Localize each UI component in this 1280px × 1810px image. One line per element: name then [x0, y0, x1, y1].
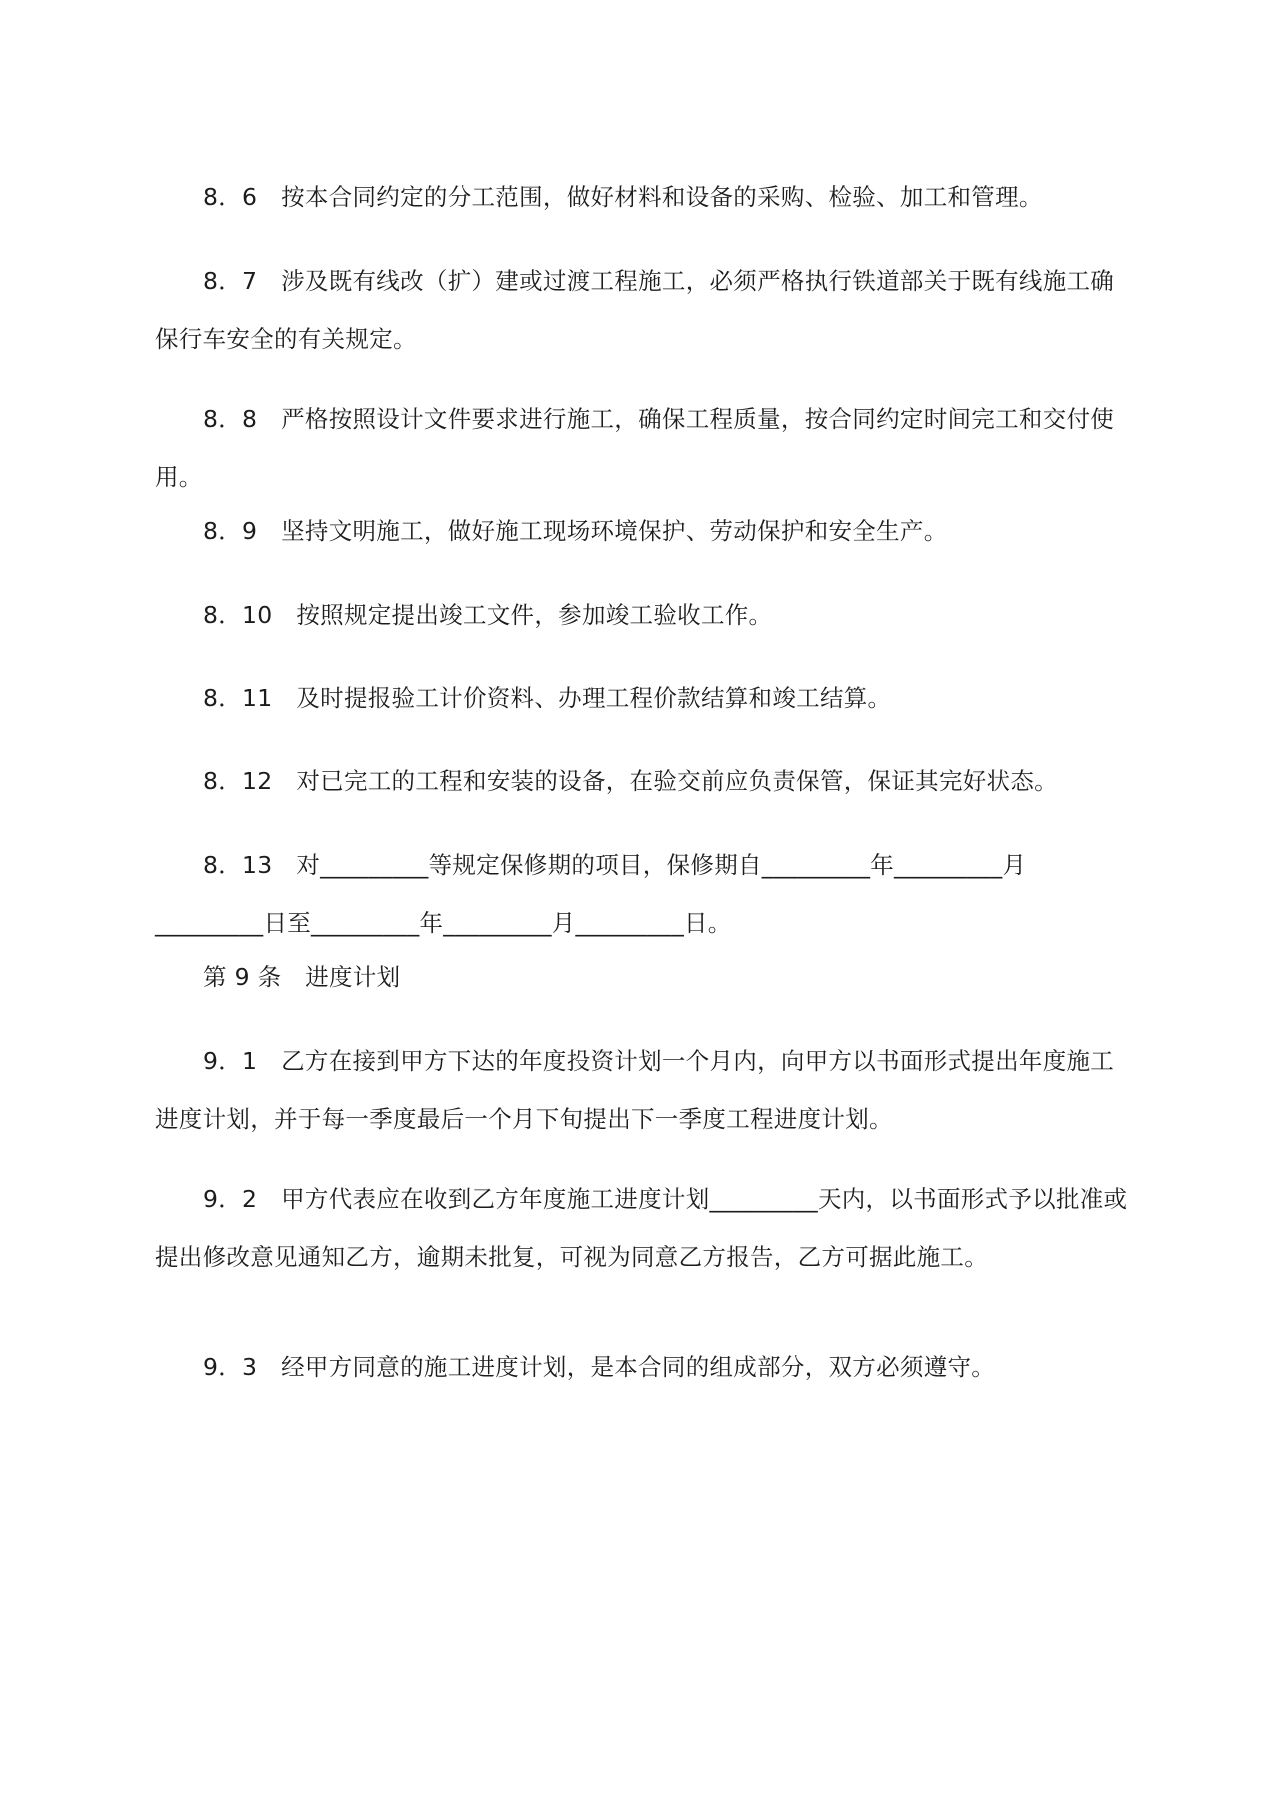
clause-9-1: 9．1 乙方在接到甲方下达的年度投资计划一个月内，向甲方以书面形式提出年度施工进度计划，并于每一季度最后一个月下旬提出下一季度工程进度计划。: [155, 1047, 1115, 1133]
clause-8-13: 8．13 对_________等规定保修期的项目，保修期自_________年_________月_________日至_________年_________月_________日。: [155, 851, 1027, 937]
clause-9-3: 9．3 经甲方同意的施工进度计划，是本合同的组成部分，双方必须遵守。: [203, 1353, 996, 1381]
clause-8-10: 8．10 按照规定提出竣工文件，参加竣工验收工作。: [203, 601, 773, 629]
clause-9-2: 9．2 甲方代表应在收到乙方年度施工进度计划_________天内，以书面形式予以批准或提出修改意见通知乙方，逾期未批复，可视为同意乙方报告，乙方可据此施工。: [155, 1185, 1128, 1271]
clause-8-7: 8．7 涉及既有线改（扩）建或过渡工程施工，必须严格执行铁道部关于既有线施工确保行车安全的有关规定。: [155, 267, 1115, 353]
article-9-heading: 第 9 条 进度计划: [203, 963, 401, 991]
clause-8-8: 8．8 严格按照设计文件要求进行施工，确保工程质量，按合同约定时间完工和交付使用。: [155, 405, 1115, 491]
clause-8-6: 8．6 按本合同约定的分工范围，做好材料和设备的采购、检验、加工和管理。: [203, 183, 1043, 211]
clause-8-9: 8．9 坚持文明施工，做好施工现场环境保护、劳动保护和安全生产。: [203, 517, 948, 545]
clause-8-12: 8．12 对已完工的工程和安装的设备，在验交前应负责保管，保证其完好状态。: [203, 767, 1058, 795]
clause-8-11: 8．11 及时提报验工计价资料、办理工程价款结算和竣工结算。: [203, 684, 892, 712]
